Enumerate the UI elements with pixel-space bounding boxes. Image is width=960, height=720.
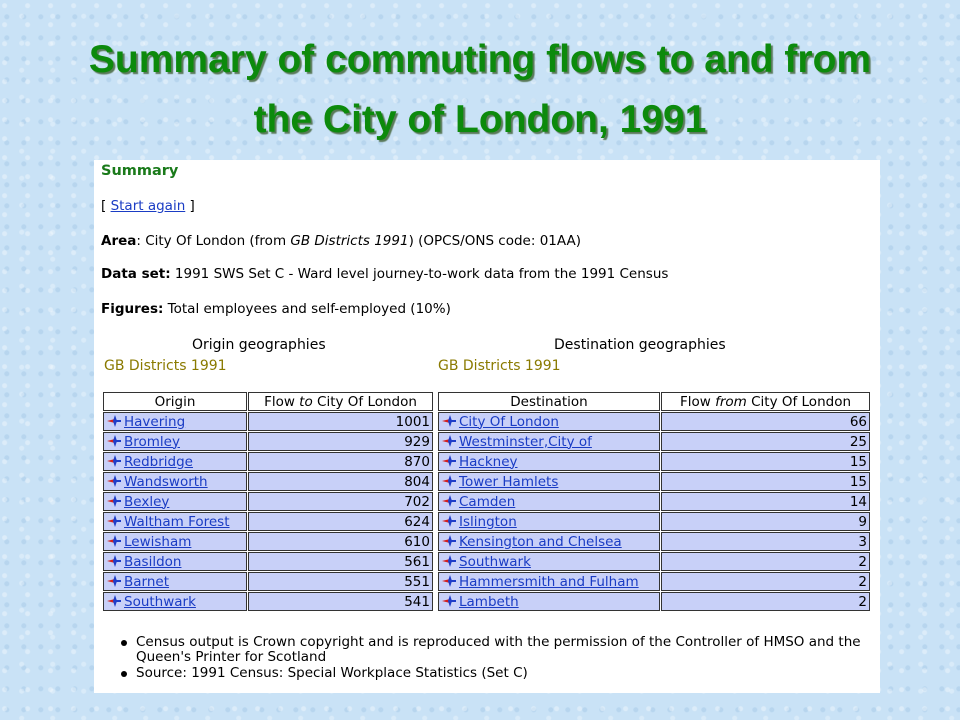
flow-value: 66	[661, 412, 870, 431]
flow-value: 929	[248, 432, 433, 451]
table-row	[103, 492, 433, 511]
place-cell	[103, 412, 247, 431]
table-row	[438, 432, 870, 451]
place-link[interactable]: Bexley	[124, 493, 170, 510]
map-pin-icon[interactable]	[106, 594, 122, 608]
place-cell	[438, 412, 660, 431]
place-cell	[438, 432, 660, 451]
flow-value: 551	[248, 572, 433, 591]
slide-title-line-1: Summary of commuting flows to and from	[88, 38, 872, 81]
destination-column-header: Destination	[438, 392, 660, 411]
origin-column-header: Origin	[103, 392, 247, 411]
place-link[interactable]: Hammersmith and Fulham	[459, 573, 639, 590]
table-row	[103, 572, 433, 591]
table-row	[438, 532, 870, 551]
place-link[interactable]: Lambeth	[459, 593, 519, 610]
table-row	[103, 432, 433, 451]
place-link[interactable]: Lewisham	[124, 533, 192, 550]
place-link[interactable]: Waltham Forest	[124, 513, 230, 530]
place-cell	[103, 472, 247, 491]
map-pin-icon[interactable]	[106, 474, 122, 488]
table-row	[103, 412, 433, 431]
flow-value: 624	[248, 512, 433, 531]
table-row	[103, 592, 433, 611]
origin-geography-name: GB Districts 1991	[104, 358, 227, 374]
place-link[interactable]: Southwark	[124, 593, 196, 610]
flow-from-column-header: Flow from City Of London	[661, 392, 870, 411]
flow-value: 15	[661, 472, 870, 491]
map-pin-icon[interactable]	[106, 554, 122, 568]
map-pin-icon[interactable]	[441, 514, 457, 528]
origin-geographies-heading: Origin geographies	[192, 337, 326, 353]
place-cell	[438, 572, 660, 591]
area-value-b: ) (OPCS/ONS code: 01AA)	[408, 233, 581, 249]
place-link[interactable]: Camden	[459, 493, 516, 510]
table-row	[438, 412, 870, 431]
map-pin-icon[interactable]	[106, 574, 122, 588]
flow-value: 541	[248, 592, 433, 611]
place-link[interactable]: City Of London	[459, 413, 559, 430]
table-row	[103, 452, 433, 471]
place-link[interactable]: Havering	[124, 413, 186, 430]
table-row	[438, 452, 870, 471]
map-pin-icon[interactable]	[441, 594, 457, 608]
place-link[interactable]: Barnet	[124, 573, 170, 590]
destination-geographies-heading: Destination geographies	[554, 337, 726, 353]
flow-value: 2	[661, 552, 870, 571]
table-row	[438, 512, 870, 531]
map-pin-icon[interactable]	[106, 514, 122, 528]
place-cell	[438, 472, 660, 491]
area-value-a: : City Of London (from	[136, 233, 291, 249]
table-row	[103, 512, 433, 531]
area-value-italic: GB Districts 1991	[290, 233, 409, 249]
flow-value: 14	[661, 492, 870, 511]
dataset-value: 1991 SWS Set C - Ward level journey-to-work data from the 1991 Census	[170, 266, 669, 282]
map-pin-icon[interactable]	[441, 434, 457, 448]
place-link[interactable]: Southwark	[459, 553, 531, 570]
notes-list	[116, 635, 880, 682]
place-cell	[103, 572, 247, 591]
place-link[interactable]: Wandsworth	[124, 473, 208, 490]
table-row	[438, 472, 870, 491]
flow-value: 610	[248, 532, 433, 551]
place-cell	[438, 532, 660, 551]
flow-to-column-header: Flow to City Of London	[248, 392, 433, 411]
dataset-label: Data set:	[101, 266, 171, 282]
figures-value: Total employees and self-employed (10%)	[163, 301, 451, 317]
map-pin-icon[interactable]	[106, 434, 122, 448]
flow-value: 9	[661, 512, 870, 531]
flow-value: 15	[661, 452, 870, 471]
table-row	[438, 552, 870, 571]
bracket-close: ]	[185, 198, 195, 214]
area-line	[101, 233, 581, 249]
dataset-line	[101, 266, 668, 282]
place-link[interactable]: Basildon	[124, 553, 182, 570]
place-cell	[103, 512, 247, 531]
flow-value: 870	[248, 452, 433, 471]
flow-value: 804	[248, 472, 433, 491]
place-cell	[103, 532, 247, 551]
map-pin-icon[interactable]	[441, 474, 457, 488]
place-cell	[103, 492, 247, 511]
map-pin-icon[interactable]	[441, 554, 457, 568]
map-pin-icon[interactable]	[106, 534, 122, 548]
map-pin-icon[interactable]	[441, 574, 457, 588]
map-pin-icon[interactable]	[106, 454, 122, 468]
place-cell	[103, 552, 247, 571]
start-again-line	[101, 198, 195, 214]
flow-value: 25	[661, 432, 870, 451]
place-cell	[438, 492, 660, 511]
place-cell	[438, 592, 660, 611]
map-pin-icon[interactable]	[441, 534, 457, 548]
flow-value: 561	[248, 552, 433, 571]
map-pin-icon[interactable]	[441, 494, 457, 508]
map-pin-icon[interactable]	[441, 414, 457, 428]
place-cell	[103, 452, 247, 471]
area-label: Area	[101, 233, 137, 249]
figures-label: Figures:	[101, 301, 164, 317]
place-link[interactable]: Redbridge	[124, 453, 193, 470]
table-row	[103, 472, 433, 491]
place-link[interactable]: Kensington and Chelsea	[459, 533, 622, 550]
place-cell	[103, 432, 247, 451]
destination-table	[437, 391, 871, 612]
place-link[interactable]: Islington	[459, 513, 517, 530]
place-cell	[103, 592, 247, 611]
map-pin-icon[interactable]	[441, 454, 457, 468]
place-link[interactable]: Tower Hamlets	[459, 473, 559, 490]
table-row	[438, 492, 870, 511]
place-cell	[438, 512, 660, 531]
web-page-panel	[94, 160, 880, 693]
place-cell	[438, 452, 660, 471]
note-item: Census output is Crown copyright and is reproduced with the permission of the Controller of HMSO and the Queen's Printer for Scotland	[116, 635, 880, 665]
bracket-open: [	[101, 198, 111, 214]
map-pin-icon[interactable]	[106, 414, 122, 428]
flow-value: 3	[661, 532, 870, 551]
place-link[interactable]: Hackney	[459, 453, 518, 470]
note-item: Source: 1991 Census: Special Workplace Statistics (Set C)	[116, 666, 880, 681]
flow-value: 1001	[248, 412, 433, 431]
origin-table	[102, 391, 434, 612]
flow-value: 2	[661, 572, 870, 591]
summary-heading: Summary	[101, 163, 179, 179]
place-link[interactable]: Westminster,City of	[459, 433, 592, 450]
place-link[interactable]: Bromley	[124, 433, 180, 450]
slide-title-line-2: the City of London, 1991	[253, 98, 707, 141]
map-pin-icon[interactable]	[106, 494, 122, 508]
start-again-link[interactable]: Start again	[110, 198, 186, 214]
destination-geography-name: GB Districts 1991	[438, 358, 561, 374]
place-cell	[438, 552, 660, 571]
flow-value: 2	[661, 592, 870, 611]
figures-line	[101, 301, 451, 317]
table-row	[438, 572, 870, 591]
table-row	[103, 532, 433, 551]
flow-value: 702	[248, 492, 433, 511]
table-row	[103, 552, 433, 571]
table-row	[438, 592, 870, 611]
slide-title	[0, 30, 960, 150]
